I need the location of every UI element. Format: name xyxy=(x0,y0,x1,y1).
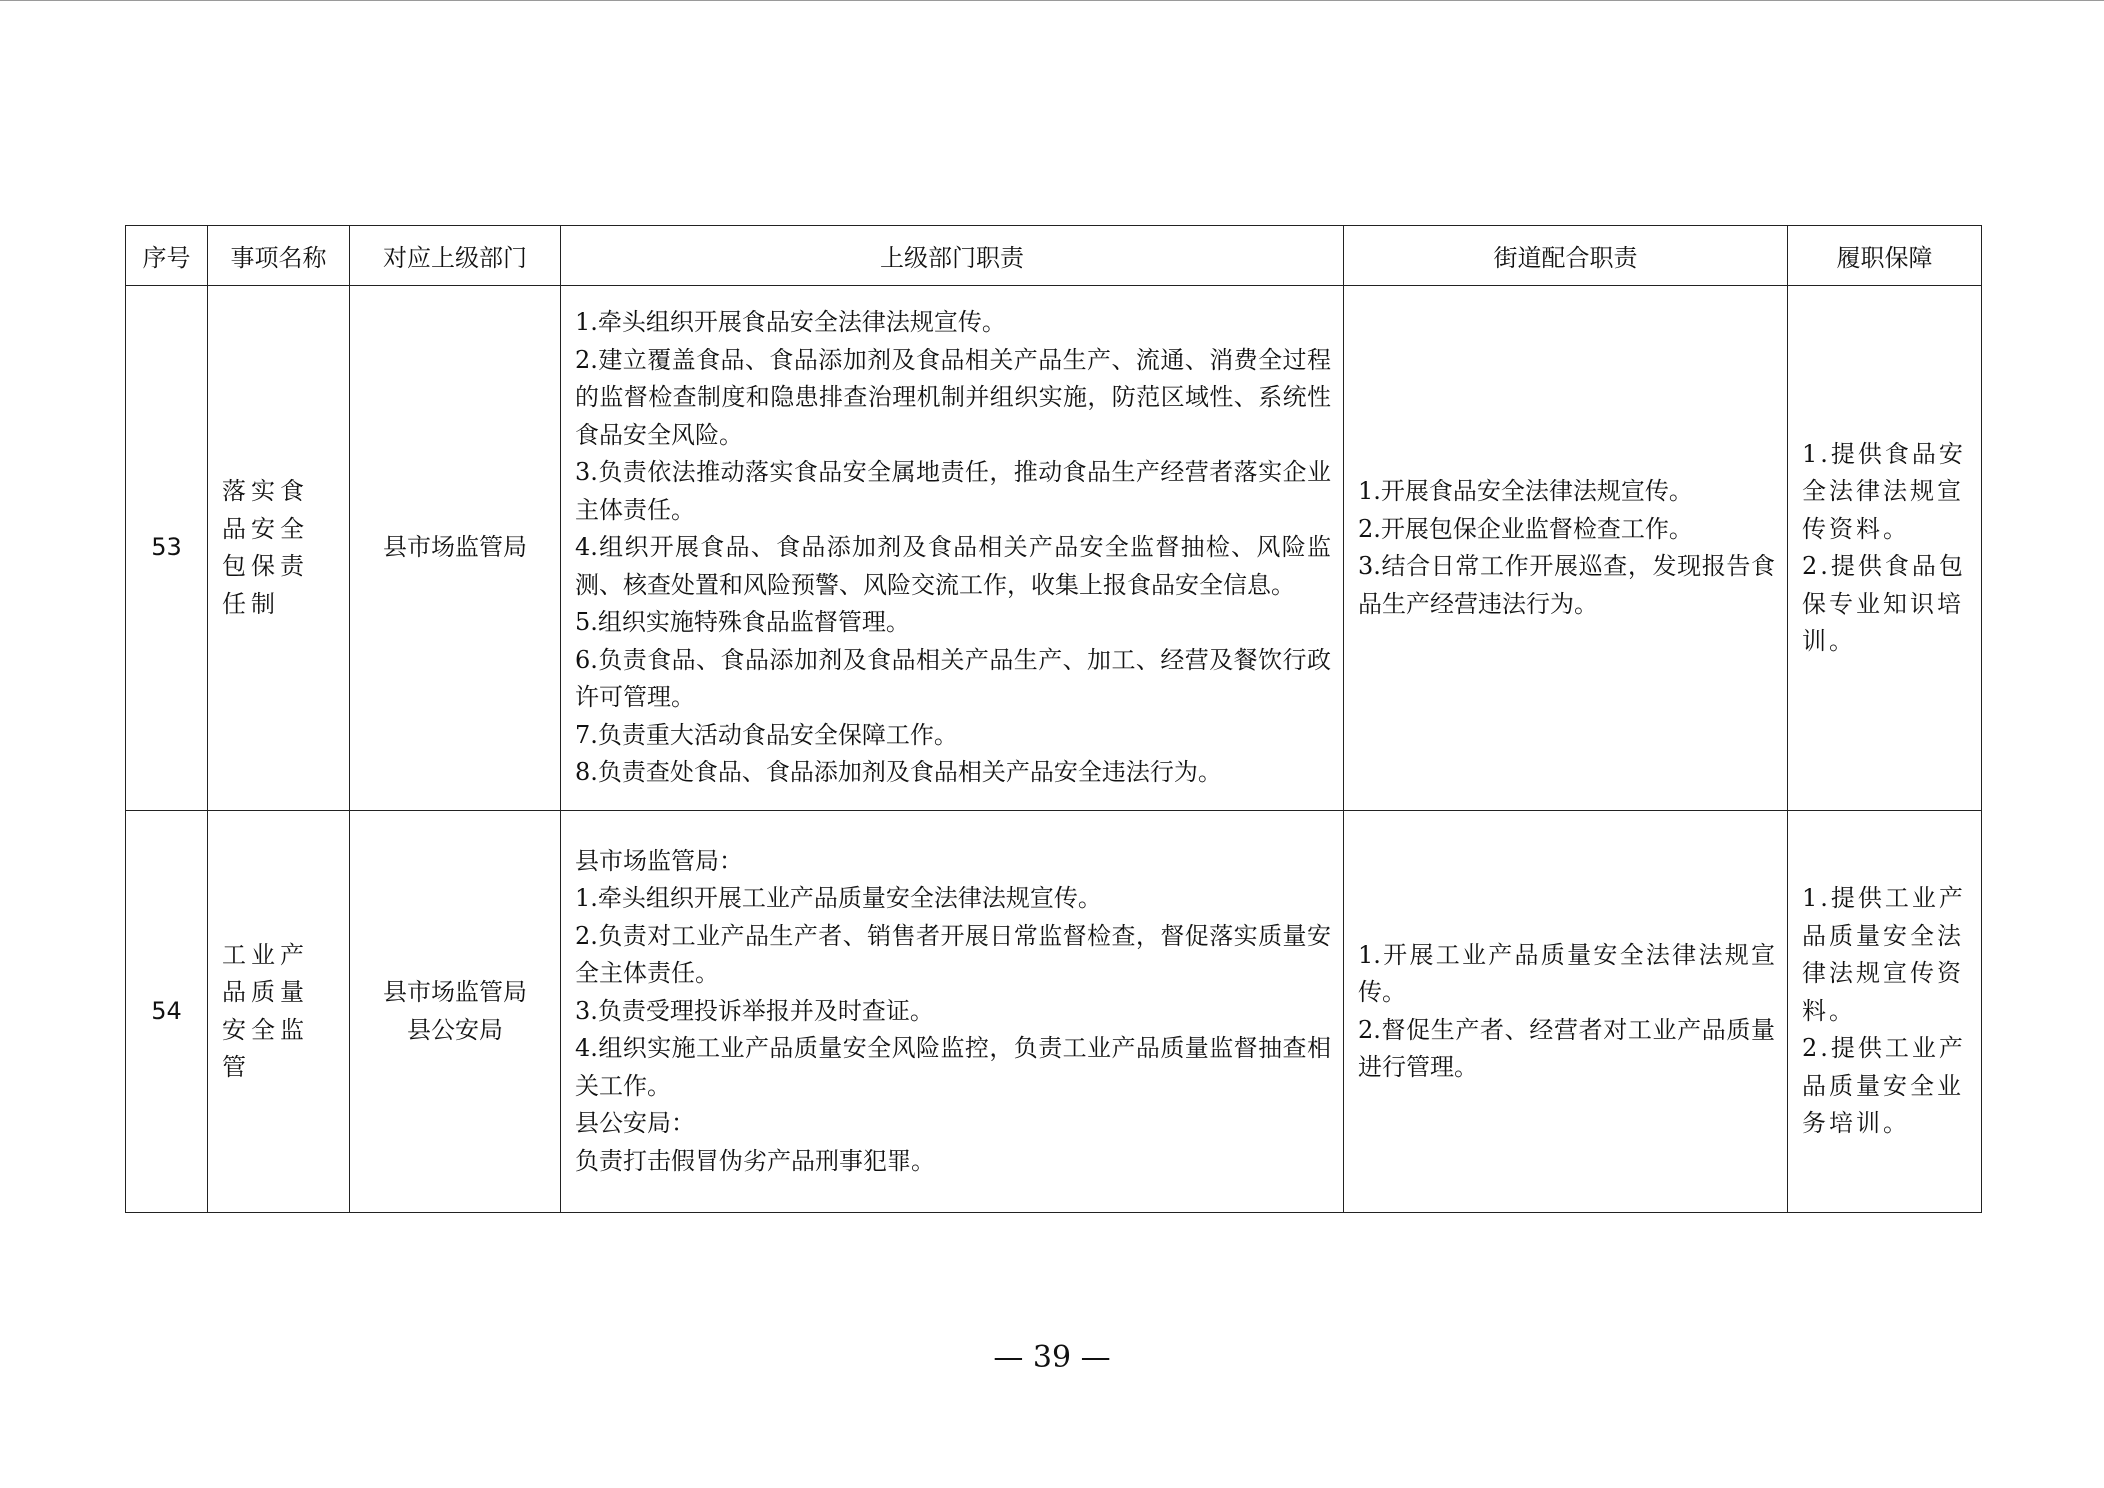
item-name: 落实食品安全包保责任制 xyxy=(208,286,350,811)
superior-duties xyxy=(561,286,1344,811)
header-superior-dept: 对应上级部门 xyxy=(350,226,561,286)
street-duty-line: 3.结合日常工作开展巡查，发现报告食品生产经营违法行为。 xyxy=(1358,552,1775,618)
item-name: 工业产品质量安全监管 xyxy=(208,811,350,1213)
header-item-name: 事项名称 xyxy=(208,226,350,286)
duty-line: 2.负责对工业产品生产者、销售者开展日常监督检查，督促落实质量安全主体责任。 xyxy=(575,921,1331,988)
duty-line: 4.组织开展食品、食品添加剂及食品相关产品安全监督抽检、风险监测、核查处置和风险预警、风险交流工作，收集上报食品安全信息。 xyxy=(575,533,1331,599)
duty-line: 2.建立覆盖食品、食品添加剂及食品相关产品生产、流通、消费全过程的监督检查制度和隐患排查治理机制并组织实施，防范区域性、系统性食品安全风险。 xyxy=(575,345,1331,449)
duty-line: 8.负责查处食品、食品添加剂及食品相关产品安全违法行为。 xyxy=(575,758,1222,787)
table-row xyxy=(126,286,1982,811)
row-number: 54 xyxy=(126,811,208,1213)
dept-line: 县公安局 xyxy=(407,1015,503,1044)
guarantee-line: 2.提供食品包保专业知识培训。 xyxy=(1802,552,1966,655)
street-duties xyxy=(1344,811,1788,1213)
guarantee-line: 1.提供工业产品质量安全法律法规宣传资料。 xyxy=(1802,884,1966,1025)
row-number: 53 xyxy=(126,286,208,811)
duty-line: 县公安局： xyxy=(575,1109,695,1138)
duty-line: 6.负责食品、食品添加剂及食品相关产品生产、加工、经营及餐饮行政许可管理。 xyxy=(575,645,1331,712)
guarantee xyxy=(1788,286,1982,811)
duty-line: 7.负责重大活动食品安全保障工作。 xyxy=(575,720,958,749)
page-number: — 39 — xyxy=(993,1340,1111,1375)
guarantee xyxy=(1788,811,1982,1213)
header-superior-duties: 上级部门职责 xyxy=(561,226,1344,286)
duty-line: 县市场监管局： xyxy=(575,846,743,875)
duty-table xyxy=(125,225,1982,1213)
table-row xyxy=(126,811,1982,1213)
street-duties xyxy=(1344,286,1788,811)
street-duty-line: 2.督促生产者、经营者对工业产品质量进行管理。 xyxy=(1358,1015,1775,1081)
header-street-duties: 街道配合职责 xyxy=(1344,226,1788,286)
superior-dept xyxy=(350,811,561,1213)
street-duty-line: 2.开展包保企业监督检查工作。 xyxy=(1358,514,1693,543)
header-no: 序号 xyxy=(126,226,208,286)
superior-duties xyxy=(561,811,1344,1213)
street-duty-line: 1.开展食品安全法律法规宣传。 xyxy=(1358,477,1693,505)
duty-line: 5.组织实施特殊食品监督管理。 xyxy=(575,608,910,637)
duty-line: 1.牵头组织开展工业产品质量安全法律法规宣传。 xyxy=(575,884,1102,913)
superior-dept xyxy=(350,286,561,811)
header-row xyxy=(126,226,1982,286)
duty-line: 3.负责受理投诉举报并及时查证。 xyxy=(575,996,934,1025)
header-guarantee: 履职保障 xyxy=(1788,226,1982,286)
dept-line: 县市场监管局 xyxy=(383,978,527,1006)
duty-line: 3.负责依法推动落实食品安全属地责任，推动食品生产经营者落实企业主体责任。 xyxy=(575,458,1331,524)
dept-line: 县市场监管局 xyxy=(383,533,527,562)
guarantee-line: 2.提供工业产品质量安全业务培训。 xyxy=(1802,1034,1966,1138)
street-duty-line: 1.开展工业产品质量安全法律法规宣传。 xyxy=(1358,940,1775,1006)
duty-line: 4.组织实施工业产品质量安全风险监控，负责工业产品质量监督抽查相关工作。 xyxy=(575,1034,1331,1100)
duty-line: 1.牵头组织开展食品安全法律法规宣传。 xyxy=(575,308,1006,337)
duty-line: 负责打击假冒伪劣产品刑事犯罪。 xyxy=(575,1146,935,1175)
guarantee-line: 1.提供食品安全法律法规宣传资料。 xyxy=(1802,439,1966,543)
page-top-rule xyxy=(0,0,2104,1)
